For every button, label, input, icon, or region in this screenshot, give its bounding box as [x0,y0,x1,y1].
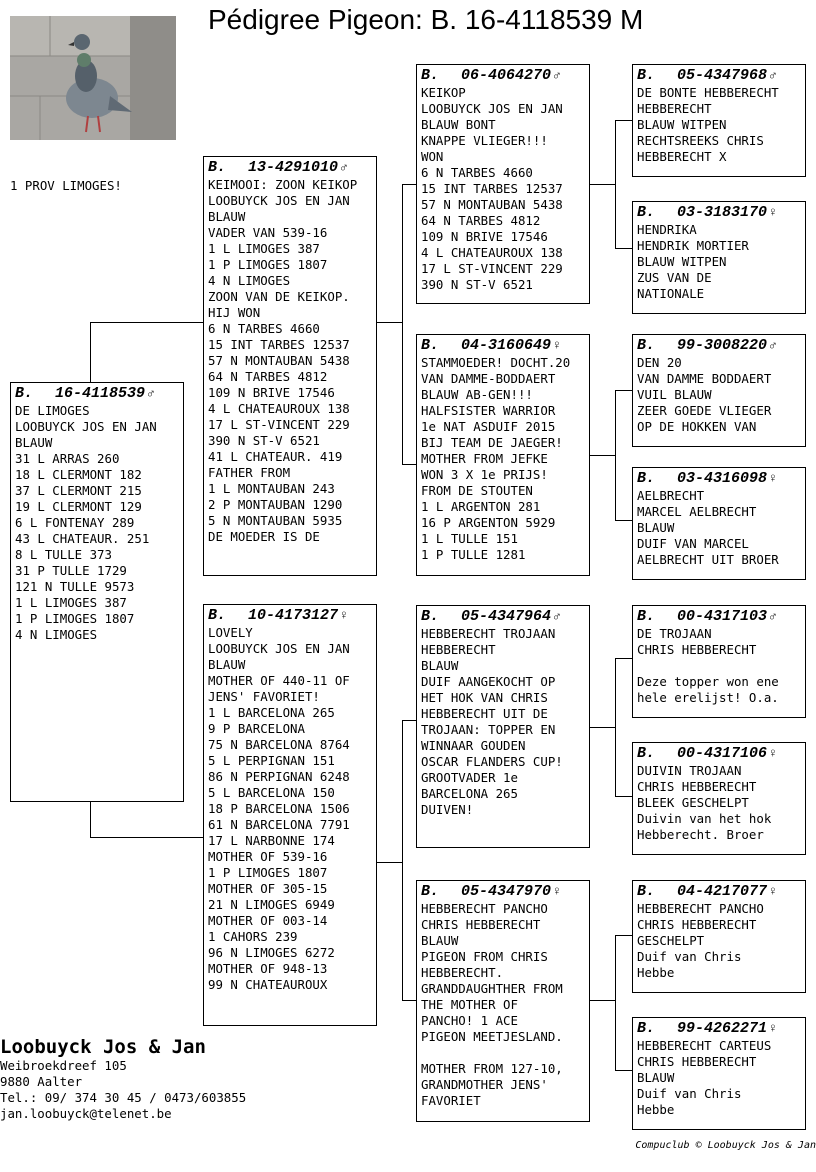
pigeon-info-line: VAN DAMME BODDAERT [637,371,772,386]
pigeon-info-line: BARCELONA 265 [421,786,518,801]
pigeon-info-line: MOTHER FROM JEFKE [421,451,548,466]
pigeon-info-line: LOVELY [208,625,253,640]
pigeon-info-line: 57 N MONTAUBAN 5438 [421,197,563,212]
country-prefix: B. [637,745,656,762]
pigeon-info-line [637,658,803,674]
country-prefix: B. [421,67,440,84]
pigeon-header [421,337,587,355]
pigeon-info-line: 17 L ST-VINCENT 229 [208,417,350,432]
ring-number: 10-4173127 [248,607,339,624]
pigeon-info-line: 4 L CHATEAUROUX 138 [208,401,350,416]
pigeon-info-line: hele erelijst! O.a. [637,690,779,705]
pigeon-header [421,608,587,626]
pigeon-info-line: 5 L BARCELONA 150 [208,785,335,800]
pigeon-info-line: 6 N TARBES 4660 [421,165,533,180]
pigeon-info-line: 18 P BARCELONA 1506 [208,801,350,816]
country-prefix: B. [421,337,440,354]
pigeon-info-line: CHRIS HEBBERECHT [637,1054,757,1069]
pigeon-info-line: MOTHER OF 305-15 [208,881,328,896]
pigeon-info-line: HEBBERECHT PANCHO [421,901,548,916]
country-prefix: B. [637,337,656,354]
pigeon-info-line: 109 N BRIVE 17546 [208,385,335,400]
pigeon-info-line: 1 CAHORS 239 [208,929,298,944]
pigeon-info-line: BLAUW WITPEN [637,117,727,132]
pigeon-info-line: RECHTSREEKS CHRIS [637,133,764,148]
pigeon-info-line: 57 N MONTAUBAN 5438 [208,353,350,368]
pigeon-info-line: DUIVEN! [421,802,474,817]
pigeon-info-line: TROJAAN: TOPPER EN [421,722,556,737]
pigeon-info-line: Deze topper won ene [637,674,779,689]
pigeon-info-line: PANCHO! 1 ACE [421,1013,518,1028]
sex-icon: ♂ [769,68,777,83]
pigeon-card-subject [10,382,184,802]
pigeon-info-line: HEBBERECHT PANCHO [637,901,764,916]
pigeon-info-line: 1 L ARGENTON 281 [421,499,541,514]
pigeon-photo [10,16,176,140]
pigeon-header [208,159,374,177]
pigeon-info-line: VAN DAMME-BODDAERT [421,371,556,386]
pigeon-info-line: ZOON VAN DE KEIKOP. [208,289,350,304]
owner-city: 9880 Aalter [0,1074,83,1089]
pigeon-info-line: DUIVIN TROJAAN [637,763,742,778]
pigeon-info-line: 31 P TULLE 1729 [15,563,127,578]
pigeon-info-line: JENS' FAVORIET! [208,689,320,704]
ring-number: 03-4316098 [677,470,768,487]
pigeon-info-line: BIJ TEAM DE JAEGER! [421,435,563,450]
sex-icon: ♀ [769,884,777,899]
pigeon-info-line: HEBBERECHT UIT DE [421,706,548,721]
pigeon-info-line: 1 L LIMOGES 387 [15,595,127,610]
pigeon-info-line: Duif van Chris [637,949,742,964]
owner-block [0,1036,246,1122]
sex-icon: ♂ [769,609,777,624]
pigeon-info-line: 6 L FONTENAY 289 [15,515,135,530]
pigeon-info-line: GRANDDAUGHTHER FROM [421,981,563,996]
pigeon-card-dam-sire-sire [632,605,806,718]
pigeon-info-line: HEBBERECHT [637,101,712,116]
pigeon-info-line: AELBRECHT [637,488,705,503]
pigeon-info-line: STAMMOEDER! DOCHT.20 [421,355,571,370]
page-title: Pédigree Pigeon: B. 16-4118539 M [208,4,644,35]
pigeon-info-line: MOTHER OF 539-16 [208,849,328,864]
pigeon-card-dam [203,604,377,1026]
pigeon-header [637,67,803,85]
pigeon-info-line: OSCAR FLANDERS CUP! [421,754,563,769]
pigeon-info-line: 5 N MONTAUBAN 5935 [208,513,343,528]
pigeon-info-line: HEBBERECHT CARTEUS [637,1038,772,1053]
pigeon-info-line: DE TROJAAN [637,626,712,641]
ring-number: 99-3008220 [677,337,768,354]
pigeon-info-line: GROOTVADER 1e [421,770,518,785]
pigeon-header [421,883,587,901]
pigeon-image [10,16,176,140]
pigeon-info-line: HALFSISTER WARRIOR [421,403,556,418]
pigeon-info-line: KEIKOP [421,85,466,100]
sex-icon: ♂ [769,338,777,353]
pigeon-info-line: HET HOK VAN CHRIS [421,690,548,705]
pigeon-info-line: 121 N TULLE 9573 [15,579,135,594]
pigeon-info-line: 1 P LIMOGES 1807 [208,257,328,272]
pigeon-info-line: OP DE HOKKEN VAN [637,419,757,434]
pigeon-info-line: Hebbe [637,1102,675,1117]
pigeon-info-line: DEN 20 [637,355,682,370]
pigeon-info-line: Hebberecht. Broer [637,827,764,842]
pigeon-info-line: GESCHELPT [637,933,705,948]
pigeon-info-line: PIGEON MEETJESLAND. [421,1029,563,1044]
sex-icon: ♀ [769,205,777,220]
pigeon-info-line: FAVORIET [421,1093,481,1108]
pigeon-info-line: 19 L CLERMONT 129 [15,499,142,514]
pigeon-card-dam-sire-dam [632,742,806,855]
pigeon-info-line: MOTHER FROM 127-10, [421,1061,563,1076]
pigeon-info-line: 64 N TARBES 4812 [208,369,328,384]
sex-icon: ♀ [340,608,348,623]
ring-number: 00-4317106 [677,745,768,762]
pigeon-info-line: HENDRIKA [637,222,697,237]
pigeon-info-line: CHRIS HEBBERECHT [637,642,757,657]
ring-number: 16-4118539 [55,385,146,402]
pigeon-info-line: BLAUW [208,209,246,224]
country-prefix: B. [208,607,227,624]
ring-number: 99-4262271 [677,1020,768,1037]
pigeon-info-line: THE MOTHER OF [421,997,518,1012]
pigeon-info-line: HEBBERECHT [421,642,496,657]
pigeon-info-line: HENDRIK MORTIER [637,238,749,253]
pigeon-info-line: KEIMOOI: ZOON KEIKOP [208,177,358,192]
pigeon-info-line: BLAUW AB-GEN!!! [421,387,533,402]
sex-icon: ♀ [769,746,777,761]
pigeon-info-line: 64 N TARBES 4812 [421,213,541,228]
pigeon-info-line: HEBBERECHT. [421,965,504,980]
pigeon-info-line: 4 N LIMOGES [15,627,98,642]
pigeon-card-sire-sire [416,64,590,304]
pigeon-info-line: 1 L LIMOGES 387 [208,241,320,256]
country-prefix: B. [637,67,656,84]
pigeon-info-line: LOOBUYCK JOS EN JAN [208,641,350,656]
country-prefix: B. [637,1020,656,1037]
pigeon-info-line: BLAUW WITPEN [637,254,727,269]
ring-number: 04-4217077 [677,883,768,900]
pigeon-card-dam-sire [416,605,590,848]
pigeon-info-line: 1 L MONTAUBAN 243 [208,481,335,496]
pigeon-info-line: BLAUW [15,435,53,450]
pigeon-info-line: BLAUW [637,520,675,535]
pigeon-info-line: 18 L CLERMONT 182 [15,467,142,482]
pigeon-info-line: 5 L PERPIGNAN 151 [208,753,335,768]
pigeon-info-line: WON 3 X 1e PRIJS! [421,467,548,482]
pigeon-info-line: DUIF AANGEKOCHT OP [421,674,556,689]
pigeon-info-line: BLAUW [421,658,459,673]
pigeon-info-line: 6 N TARBES 4660 [208,321,320,336]
pigeon-info-line: NATIONALE [637,286,705,301]
pigeon-info-line: DE LIMOGES [15,403,90,418]
pigeon-header [15,385,181,403]
pigeon-info-line: Duivin van het hok [637,811,772,826]
pigeon-info-line: 1e NAT ASDUIF 2015 [421,419,556,434]
pigeon-header [637,608,803,626]
sex-icon: ♀ [769,1021,777,1036]
country-prefix: B. [637,883,656,900]
pigeon-card-dam-dam-sire [632,880,806,993]
pigeon-info-line: 1 L BARCELONA 265 [208,705,335,720]
pigeon-info-line: 2 P MONTAUBAN 1290 [208,497,343,512]
sex-icon: ♀ [769,471,777,486]
pigeon-info-line: 17 L ST-VINCENT 229 [421,261,563,276]
pigeon-info-line: LOOBUYCK JOS EN JAN [208,193,350,208]
pigeon-info-line: DE MOEDER IS DE [208,529,320,544]
pigeon-info-line: 21 N LIMOGES 6949 [208,897,335,912]
ring-number: 04-3160649 [461,337,552,354]
pigeon-info-line: 37 L CLERMONT 215 [15,483,142,498]
owner-name: Loobuyck Jos & Jan [0,1036,206,1058]
pigeon-info-line: 1 P LIMOGES 1807 [15,611,135,626]
pigeon-info-line: 16 P ARGENTON 5929 [421,515,556,530]
pigeon-info-line: 61 N BARCELONA 7791 [208,817,350,832]
pigeon-info-line: KNAPPE VLIEGER!!! [421,133,548,148]
pigeon-info-line: 31 L ARRAS 260 [15,451,120,466]
country-prefix: B. [208,159,227,176]
pigeon-card-sire-dam-sire [632,334,806,447]
pigeon-info-line: MARCEL AELBRECHT [637,504,757,519]
sex-icon: ♀ [553,884,561,899]
pigeon-info-line: BLAUW [637,1070,675,1085]
pigeon-header [637,470,803,488]
pigeon-card-dam-dam-dam [632,1017,806,1130]
country-prefix: B. [637,608,656,625]
pigeon-info-line [421,1045,587,1061]
pigeon-info-line: 9 P BARCELONA [208,721,305,736]
sex-icon: ♂ [147,386,155,401]
pigeon-card-sire-dam [416,334,590,576]
country-prefix: B. [637,204,656,221]
country-prefix: B. [15,385,34,402]
pigeon-header [637,1020,803,1038]
owner-email[interactable]: jan.loobuyck@telenet.be [0,1106,172,1121]
pigeon-info-line: LOOBUYCK JOS EN JAN [15,419,157,434]
pigeon-info-line: DE BONTE HEBBERECHT [637,85,779,100]
pigeon-info-line: CHRIS HEBBERECHT [421,917,541,932]
result-note: 1 PROV LIMOGES! [10,178,122,193]
ring-number: 06-4064270 [461,67,552,84]
ring-number: 13-4291010 [248,159,339,176]
ring-number: 03-3183170 [677,204,768,221]
pigeon-info-line: CHRIS HEBBERECHT [637,779,757,794]
pigeon-card-sire-dam-dam [632,467,806,580]
country-prefix: B. [421,608,440,625]
pigeon-info-line: DUIF VAN MARCEL [637,536,749,551]
pigeon-info-line: 96 N LIMOGES 6272 [208,945,335,960]
pigeon-card-sire-sire-sire [632,64,806,177]
pigeon-header [421,67,587,85]
pigeon-info-line: VADER VAN 539-16 [208,225,328,240]
pigeon-info-line: ZUS VAN DE [637,270,712,285]
pigeon-info-line: PIGEON FROM CHRIS [421,949,548,964]
pigeon-info-line: 4 L CHATEAUROUX 138 [421,245,563,260]
pigeon-info-line: BLAUW BONT [421,117,496,132]
pigeon-header [637,745,803,763]
pigeon-info-line: Hebbe [637,965,675,980]
pigeon-header [637,337,803,355]
pigeon-info-line: MOTHER OF 948-13 [208,961,328,976]
pigeon-info-line: Duif van Chris [637,1086,742,1101]
ring-number: 05-4347964 [461,608,552,625]
pigeon-info-line: 15 INT TARBES 12537 [208,337,350,352]
pigeon-info-line: 17 L NARBONNE 174 [208,833,335,848]
pigeon-info-line: 86 N PERPIGNAN 6248 [208,769,350,784]
pigeon-info-line: MOTHER OF 003-14 [208,913,328,928]
pigeon-info-line: 109 N BRIVE 17546 [421,229,548,244]
sex-icon: ♂ [553,68,561,83]
pigeon-info-line: HEBBERECHT TROJAAN [421,626,556,641]
country-prefix: B. [421,883,440,900]
pigeon-header [637,883,803,901]
pigeon-info-line: 99 N CHATEAUROUX [208,977,328,992]
sex-icon: ♀ [553,338,561,353]
ring-number: 05-4347970 [461,883,552,900]
pigeon-info-line: BLEEK GESCHELPT [637,795,749,810]
pigeon-info-line: 4 N LIMOGES [208,273,291,288]
pigeon-info-line: 1 P TULLE 1281 [421,547,526,562]
pigeon-info-line: 75 N BARCELONA 8764 [208,737,350,752]
sex-icon: ♂ [340,160,348,175]
ring-number: 00-4317103 [677,608,768,625]
pigeon-card-dam-dam [416,880,590,1122]
pigeon-info-line: WON [421,149,444,164]
pigeon-info-line: VUIL BLAUW [637,387,712,402]
pigeon-header [208,607,374,625]
pigeon-info-line: WINNAAR GOUDEN [421,738,526,753]
pigeon-info-line: LOOBUYCK JOS EN JAN [421,101,563,116]
pigeon-info-line: 1 P LIMOGES 1807 [208,865,328,880]
pigeon-card-sire-sire-dam [632,201,806,314]
owner-phone: Tel.: 09/ 374 30 45 / 0473/603855 [0,1090,247,1105]
pigeon-info-line: BLAUW [208,657,246,672]
pigeon-header [637,204,803,222]
pigeon-info-line: 390 N ST-V 6521 [208,433,320,448]
pigeon-info-line: FROM DE STOUTEN [421,483,533,498]
pigeon-info-line: MOTHER OF 440-11 OF [208,673,350,688]
pigeon-info-line: HEBBERECHT X [637,149,727,164]
pigeon-info-line: ZEER GOEDE VLIEGER [637,403,772,418]
pigeon-info-line: BLAUW [421,933,459,948]
footer-credit: Compuclub © Loobuyck Jos & Jan [635,1140,816,1151]
owner-address: Weibroekdreef 105 [0,1058,127,1073]
ring-number: 05-4347968 [677,67,768,84]
pigeon-info-line: 41 L CHATEAUR. 419 [208,449,343,464]
pigeon-info-line: HIJ WON [208,305,261,320]
pigeon-info-line: 1 L TULLE 151 [421,531,518,546]
pigeon-info-line: 43 L CHATEAUR. 251 [15,531,150,546]
pigeon-info-line: AELBRECHT UIT BROER [637,552,779,567]
pigeon-info-line: FATHER FROM [208,465,291,480]
pigeon-info-line: 15 INT TARBES 12537 [421,181,563,196]
pigeon-info-line: 390 N ST-V 6521 [421,277,533,292]
pigeon-info-line: CHRIS HEBBERECHT [637,917,757,932]
sex-icon: ♂ [553,609,561,624]
pigeon-info-line: 8 L TULLE 373 [15,547,112,562]
pigeon-info-line: GRANDMOTHER JENS' [421,1077,548,1092]
pigeon-card-sire [203,156,377,576]
country-prefix: B. [637,470,656,487]
